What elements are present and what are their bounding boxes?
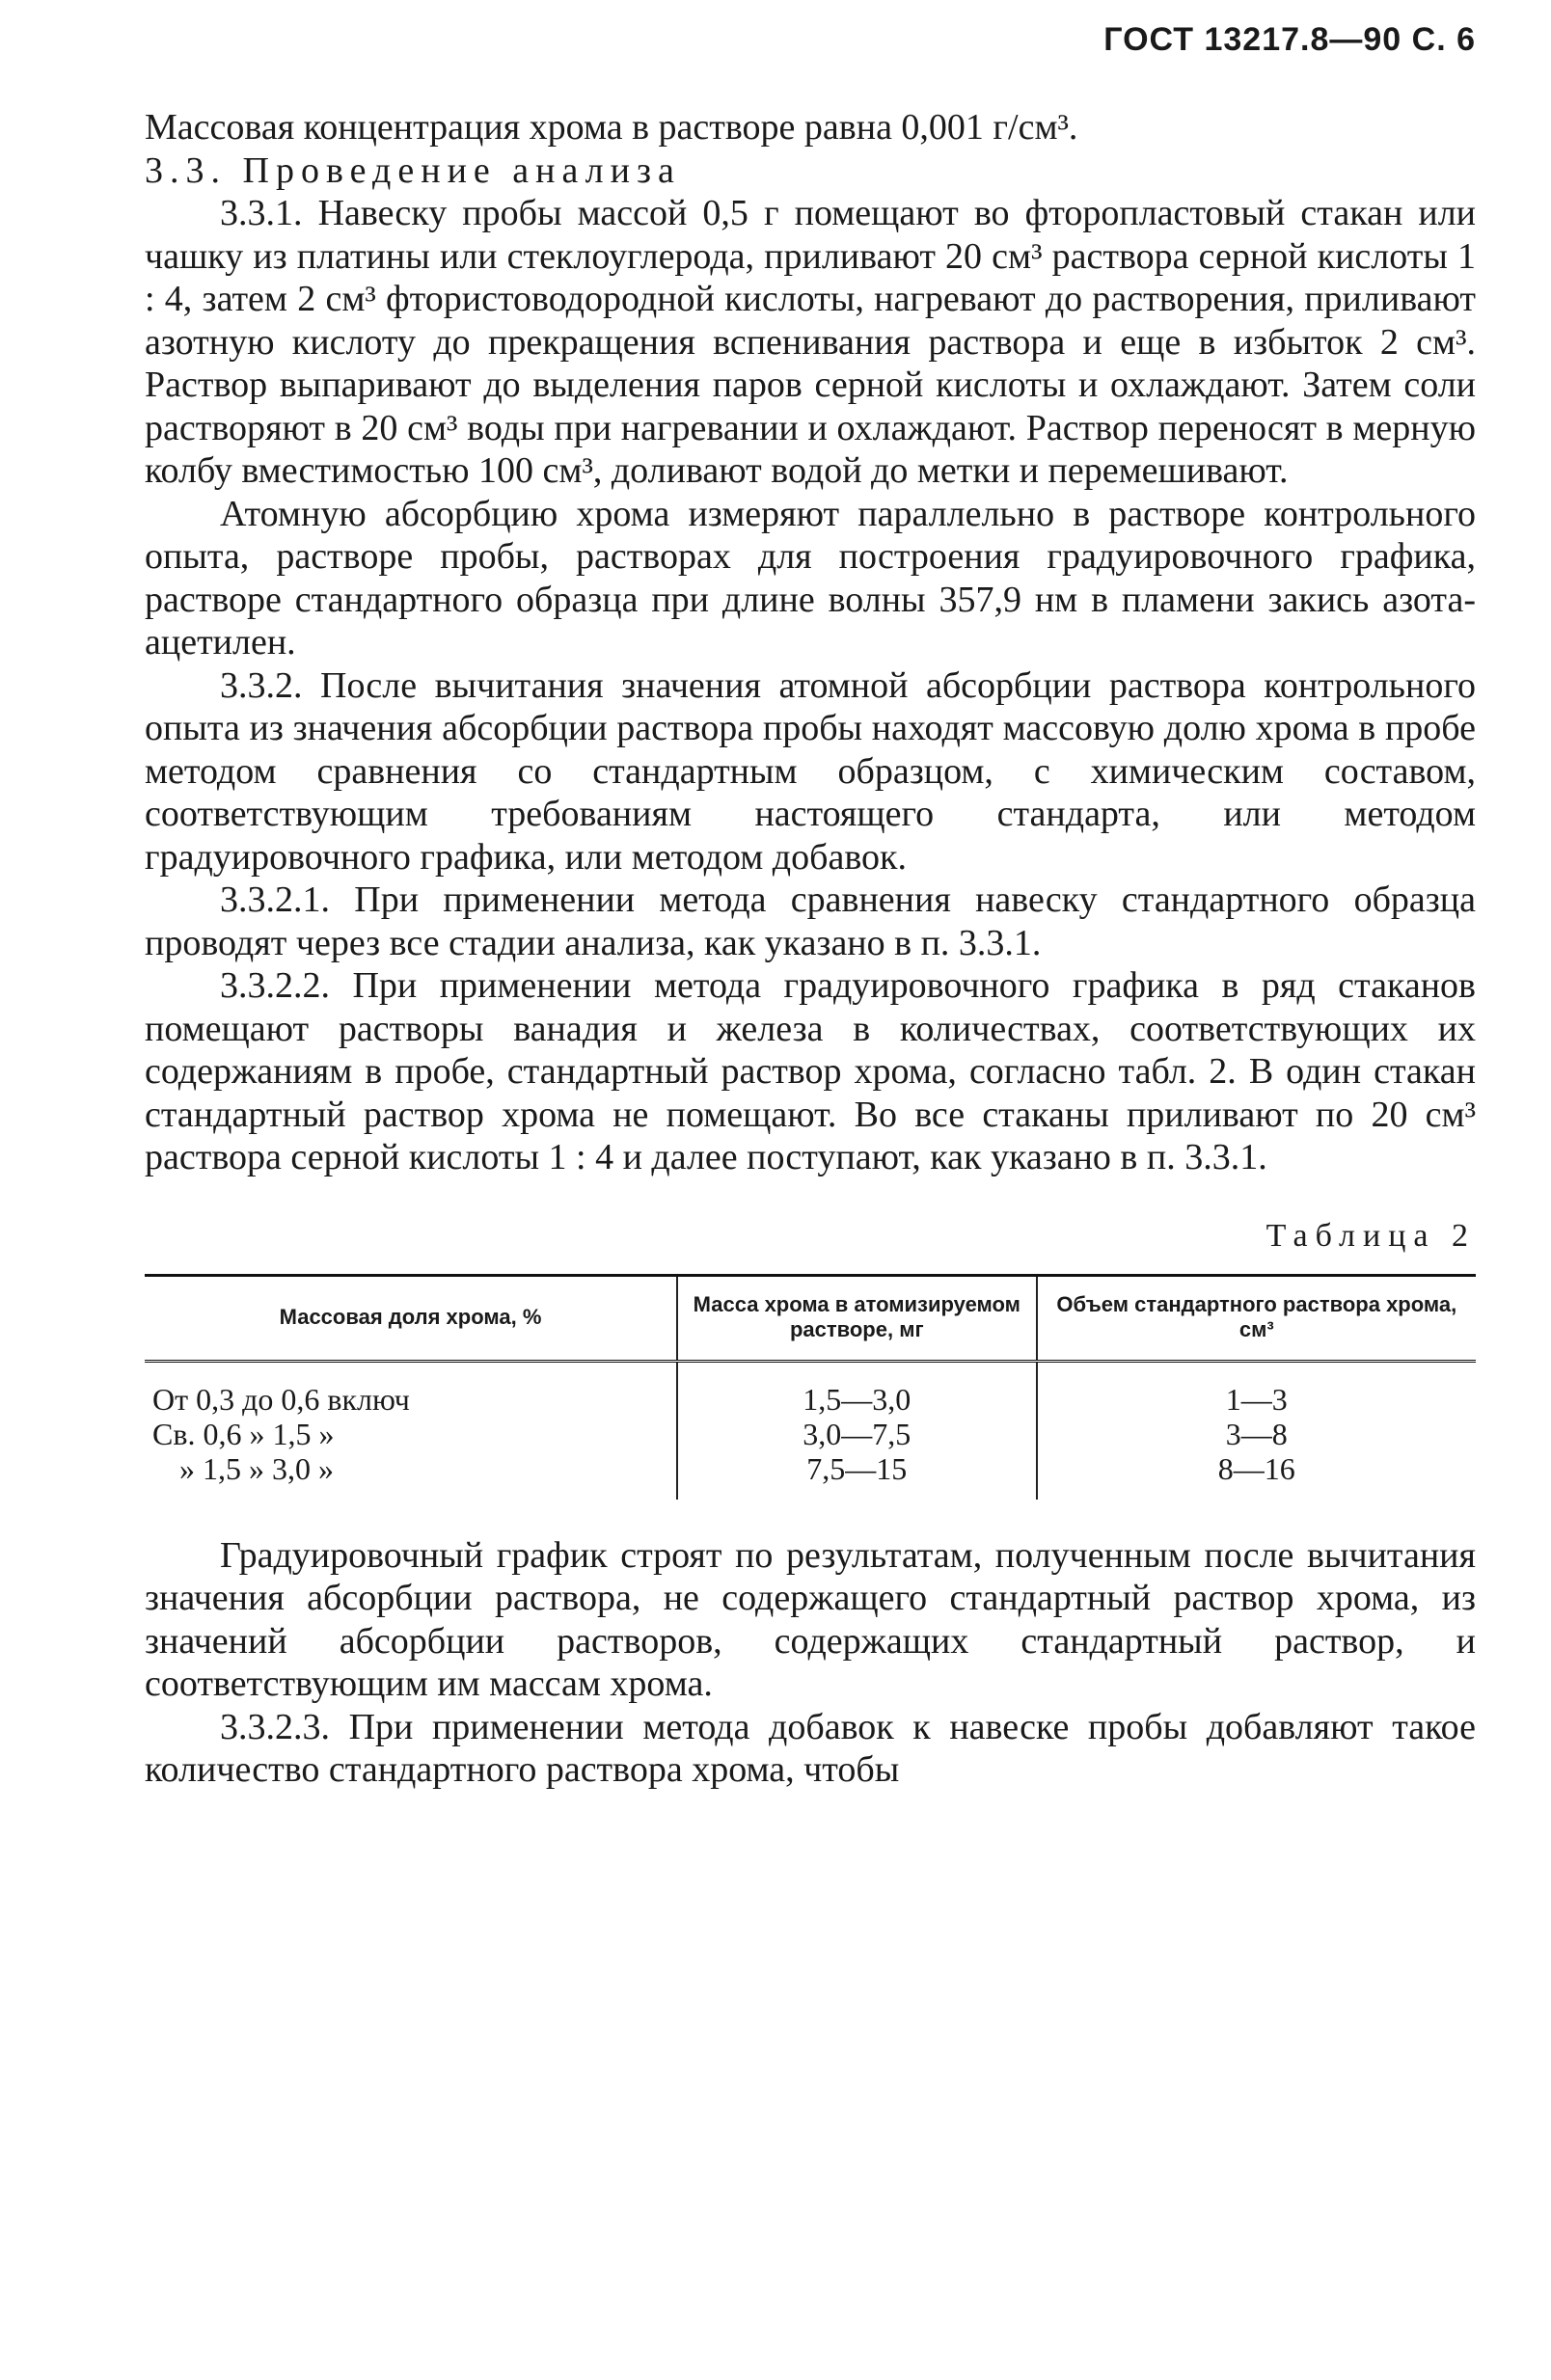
paragraph-3-3-1: 3.3.1. Навеску пробы массой 0,5 г помещают во фторопластовый стакан или чашку из платины или стеклоуглерода, приливают 20 см³ раствора серной кислоты 1 : 4, затем 2 см³ фтористоводородной кислоты, нагревают до растворения, приливают азотную кислоту до прекращения вспенивания раствора и еще в избыток 2 см³. Раствор выпаривают до выделения паров серной кислоты и охлаждают. Затем соли растворяют в 20 см³ воды при нагревании и охлаждают. Раствор переносят в мерную колбу вместимостью 100 см³, доливают водой до метки и перемешивают.: [145, 193, 1476, 491]
table-cell: От 0,3 до 0,6 включ: [152, 1381, 410, 1417]
paragraph-atomic-absorption: Атомную абсорбцию хрома измеряют параллельно в растворе контрольного опыта, растворе пробы, растворах для построения градуировочного графика, растворе стандартного образца при длине волны 357,9 нм в пламени закись азота-ацетилен.: [145, 493, 1476, 663]
table-header-row: [145, 1275, 1476, 1361]
table-cell: » 1,5 » 3,0 »: [179, 1450, 334, 1486]
table-row: [145, 1417, 1476, 1451]
paragraph-3-3-2-3: 3.3.2.3. При применении метода добавок к навеске пробы добавляют такое количество стандартного раствора хрома, чтобы: [145, 1706, 1476, 1790]
table-row: [145, 1361, 1476, 1417]
page-header: ГОСТ 13217.8—90 С. 6: [1103, 21, 1476, 58]
paragraph-concentration: Массовая концентрация хрома в растворе равна 0,001 г/см³.: [145, 107, 1078, 148]
section-heading-3-3: 3.3. Проведение анализа: [145, 149, 681, 191]
paragraph-3-3-2-1: 3.3.2.1. При применении метода сравнения навеску стандартного образца проводят через все стадии анализа, как указано в п. 3.3.1.: [145, 879, 1476, 963]
table-2: [145, 1274, 1476, 1500]
table-row: [145, 1451, 1476, 1500]
table-cell: Св. 0,6 » 1,5 »: [152, 1416, 335, 1451]
table-cell: 1,5—3,0: [677, 1361, 1037, 1417]
table-cell: 3,0—7,5: [677, 1417, 1037, 1451]
table-cell: 7,5—15: [677, 1451, 1037, 1500]
table-header-cell: Массовая доля хрома, %: [145, 1275, 677, 1361]
table-header-cell: Масса хрома в атомизируемом растворе, мг: [677, 1275, 1037, 1361]
table-cell: 3—8: [1037, 1417, 1476, 1451]
table-cell: 8—16: [1037, 1451, 1476, 1500]
table-caption: Таблица 2: [1265, 1217, 1476, 1254]
table-cell: 1—3: [1037, 1361, 1476, 1417]
paragraph-3-3-2-2: 3.3.2.2. При применении метода градуировочного графика в ряд стаканов помещают растворы ванадия и железа в количествах, соответствующих их содержаниям в пробе, стандартный раствор хрома, согласно табл. 2. В один стакан стандартный раствор хрома не помещают. Во все стаканы приливают по 20 см³ раствора серной кислоты 1 : 4 и далее поступают, как указано в п. 3.3.1.: [145, 965, 1476, 1177]
paragraph-calibration-graph: Градуировочный график строят по результатам, полученным после вычитания значения абсорбции раствора, не содержащего стандартный раствор хрома, из значений абсорбции растворов, содержащих стандартный раствор, и соответствующим им массам хрома.: [145, 1534, 1476, 1704]
page-content: [145, 106, 1476, 1792]
table-header-cell: Объем стандартного раствора хрома, см³: [1037, 1275, 1476, 1361]
paragraph-3-3-2: 3.3.2. После вычитания значения атомной абсорбции раствора контрольного опыта из значения абсорбции раствора пробы находят массовую долю хрома в пробе методом сравнения со стандартным образцом, с химическим составом, соответствующим требованиям настоящего стандарта, или методом градуировочного графика, или методом добавок.: [145, 664, 1476, 878]
